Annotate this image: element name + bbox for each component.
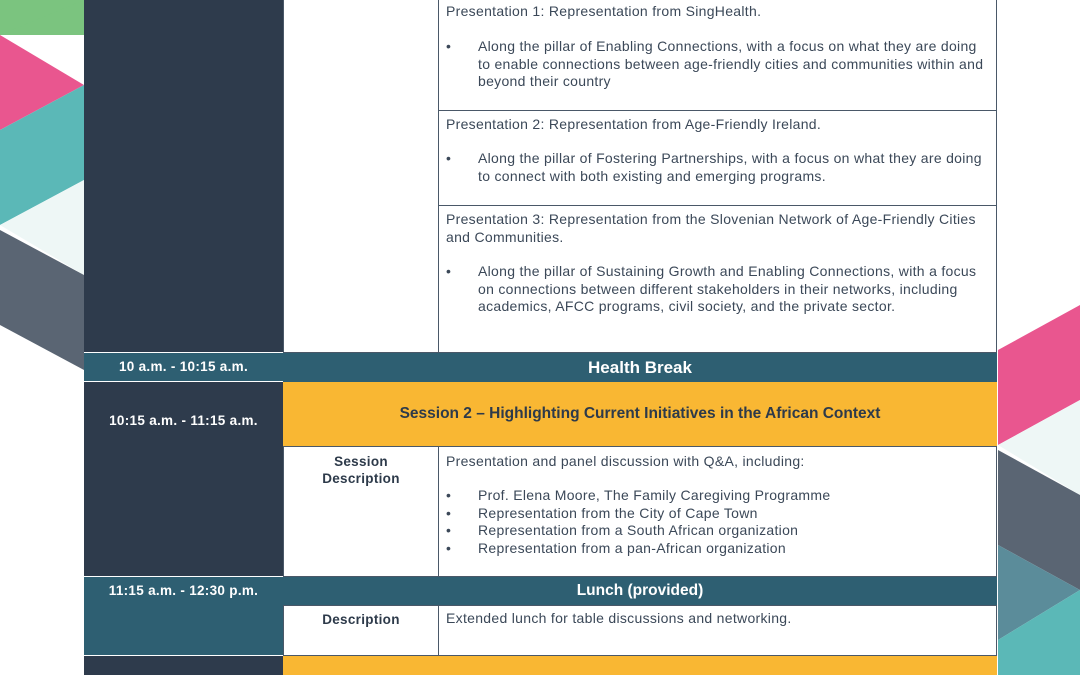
presentation-2-cell xyxy=(438,110,997,206)
next-session-band xyxy=(283,656,997,675)
list-item: • Representation from the City of Cape Town xyxy=(446,505,988,523)
list-item: • Prof. Elena Moore, The Family Caregiving Programme xyxy=(446,487,988,505)
session2-intro: Presentation and panel discussion with Q&A, including: xyxy=(446,453,805,469)
agenda-table xyxy=(84,0,997,675)
time-cell-lunch xyxy=(84,577,283,655)
list-item: • Representation from a pan-African organization xyxy=(446,540,988,558)
lunch-description: Extended lunch for table discussions and networking. xyxy=(446,610,792,626)
lunch-description-cell xyxy=(438,605,997,656)
presentation-3-cell xyxy=(438,205,997,353)
break-time: 10 a.m. - 10:15 a.m. xyxy=(118,359,249,374)
presentation-2-list xyxy=(446,150,988,185)
lunch-label-cell xyxy=(283,605,439,656)
time-cell-session1 xyxy=(84,0,283,352)
time-cell-next xyxy=(84,656,283,675)
presentation-3-list xyxy=(446,263,988,316)
presentation-1-cell xyxy=(438,0,997,111)
presentation-1-list xyxy=(446,38,988,91)
session1-label-cell xyxy=(283,0,439,353)
list-item: • Along the pillar of Sustaining Growth and Enabling Connections, with a focus on connections between different stakeholders in their networks, including academics, AFCC programs, civil society, and the private sector. xyxy=(446,263,988,316)
session2-description-cell xyxy=(438,446,997,577)
time-cell-session2 xyxy=(84,382,283,576)
session2-title: Session 2 – Highlighting Current Initiatives in the African Context xyxy=(283,382,997,446)
session2-list xyxy=(446,487,988,557)
session-description-label: Session Description xyxy=(322,454,400,486)
list-item: • Representation from a South African organization xyxy=(446,522,988,540)
presentation-3-title: Presentation 3: Representation from the Slovenian Network of Age-Friendly Cities and Communities. xyxy=(446,211,976,245)
lunch-time: 11:15 a.m. - 12:30 p.m. xyxy=(108,583,259,598)
description-label: Description xyxy=(322,612,400,627)
list-item: • Along the pillar of Enabling Connections, with a focus on what they are doing to enable connections between age-friendly cities and communities within and beyond their country xyxy=(446,38,988,91)
time-cell-break xyxy=(84,353,283,381)
presentation-1-title: Presentation 1: Representation from SingHealth. xyxy=(446,3,762,19)
session2-time: 10:15 a.m. - 11:15 a.m. xyxy=(109,413,258,428)
lunch-title: Lunch (provided) xyxy=(283,577,997,605)
health-break-title: Health Break xyxy=(283,353,997,382)
list-item: • Along the pillar of Fostering Partnerships, with a focus on what they are doing to connect with both existing and emerging programs. xyxy=(446,150,988,185)
presentation-2-title: Presentation 2: Representation from Age-Friendly Ireland. xyxy=(446,116,822,132)
session2-label-cell xyxy=(283,446,439,577)
